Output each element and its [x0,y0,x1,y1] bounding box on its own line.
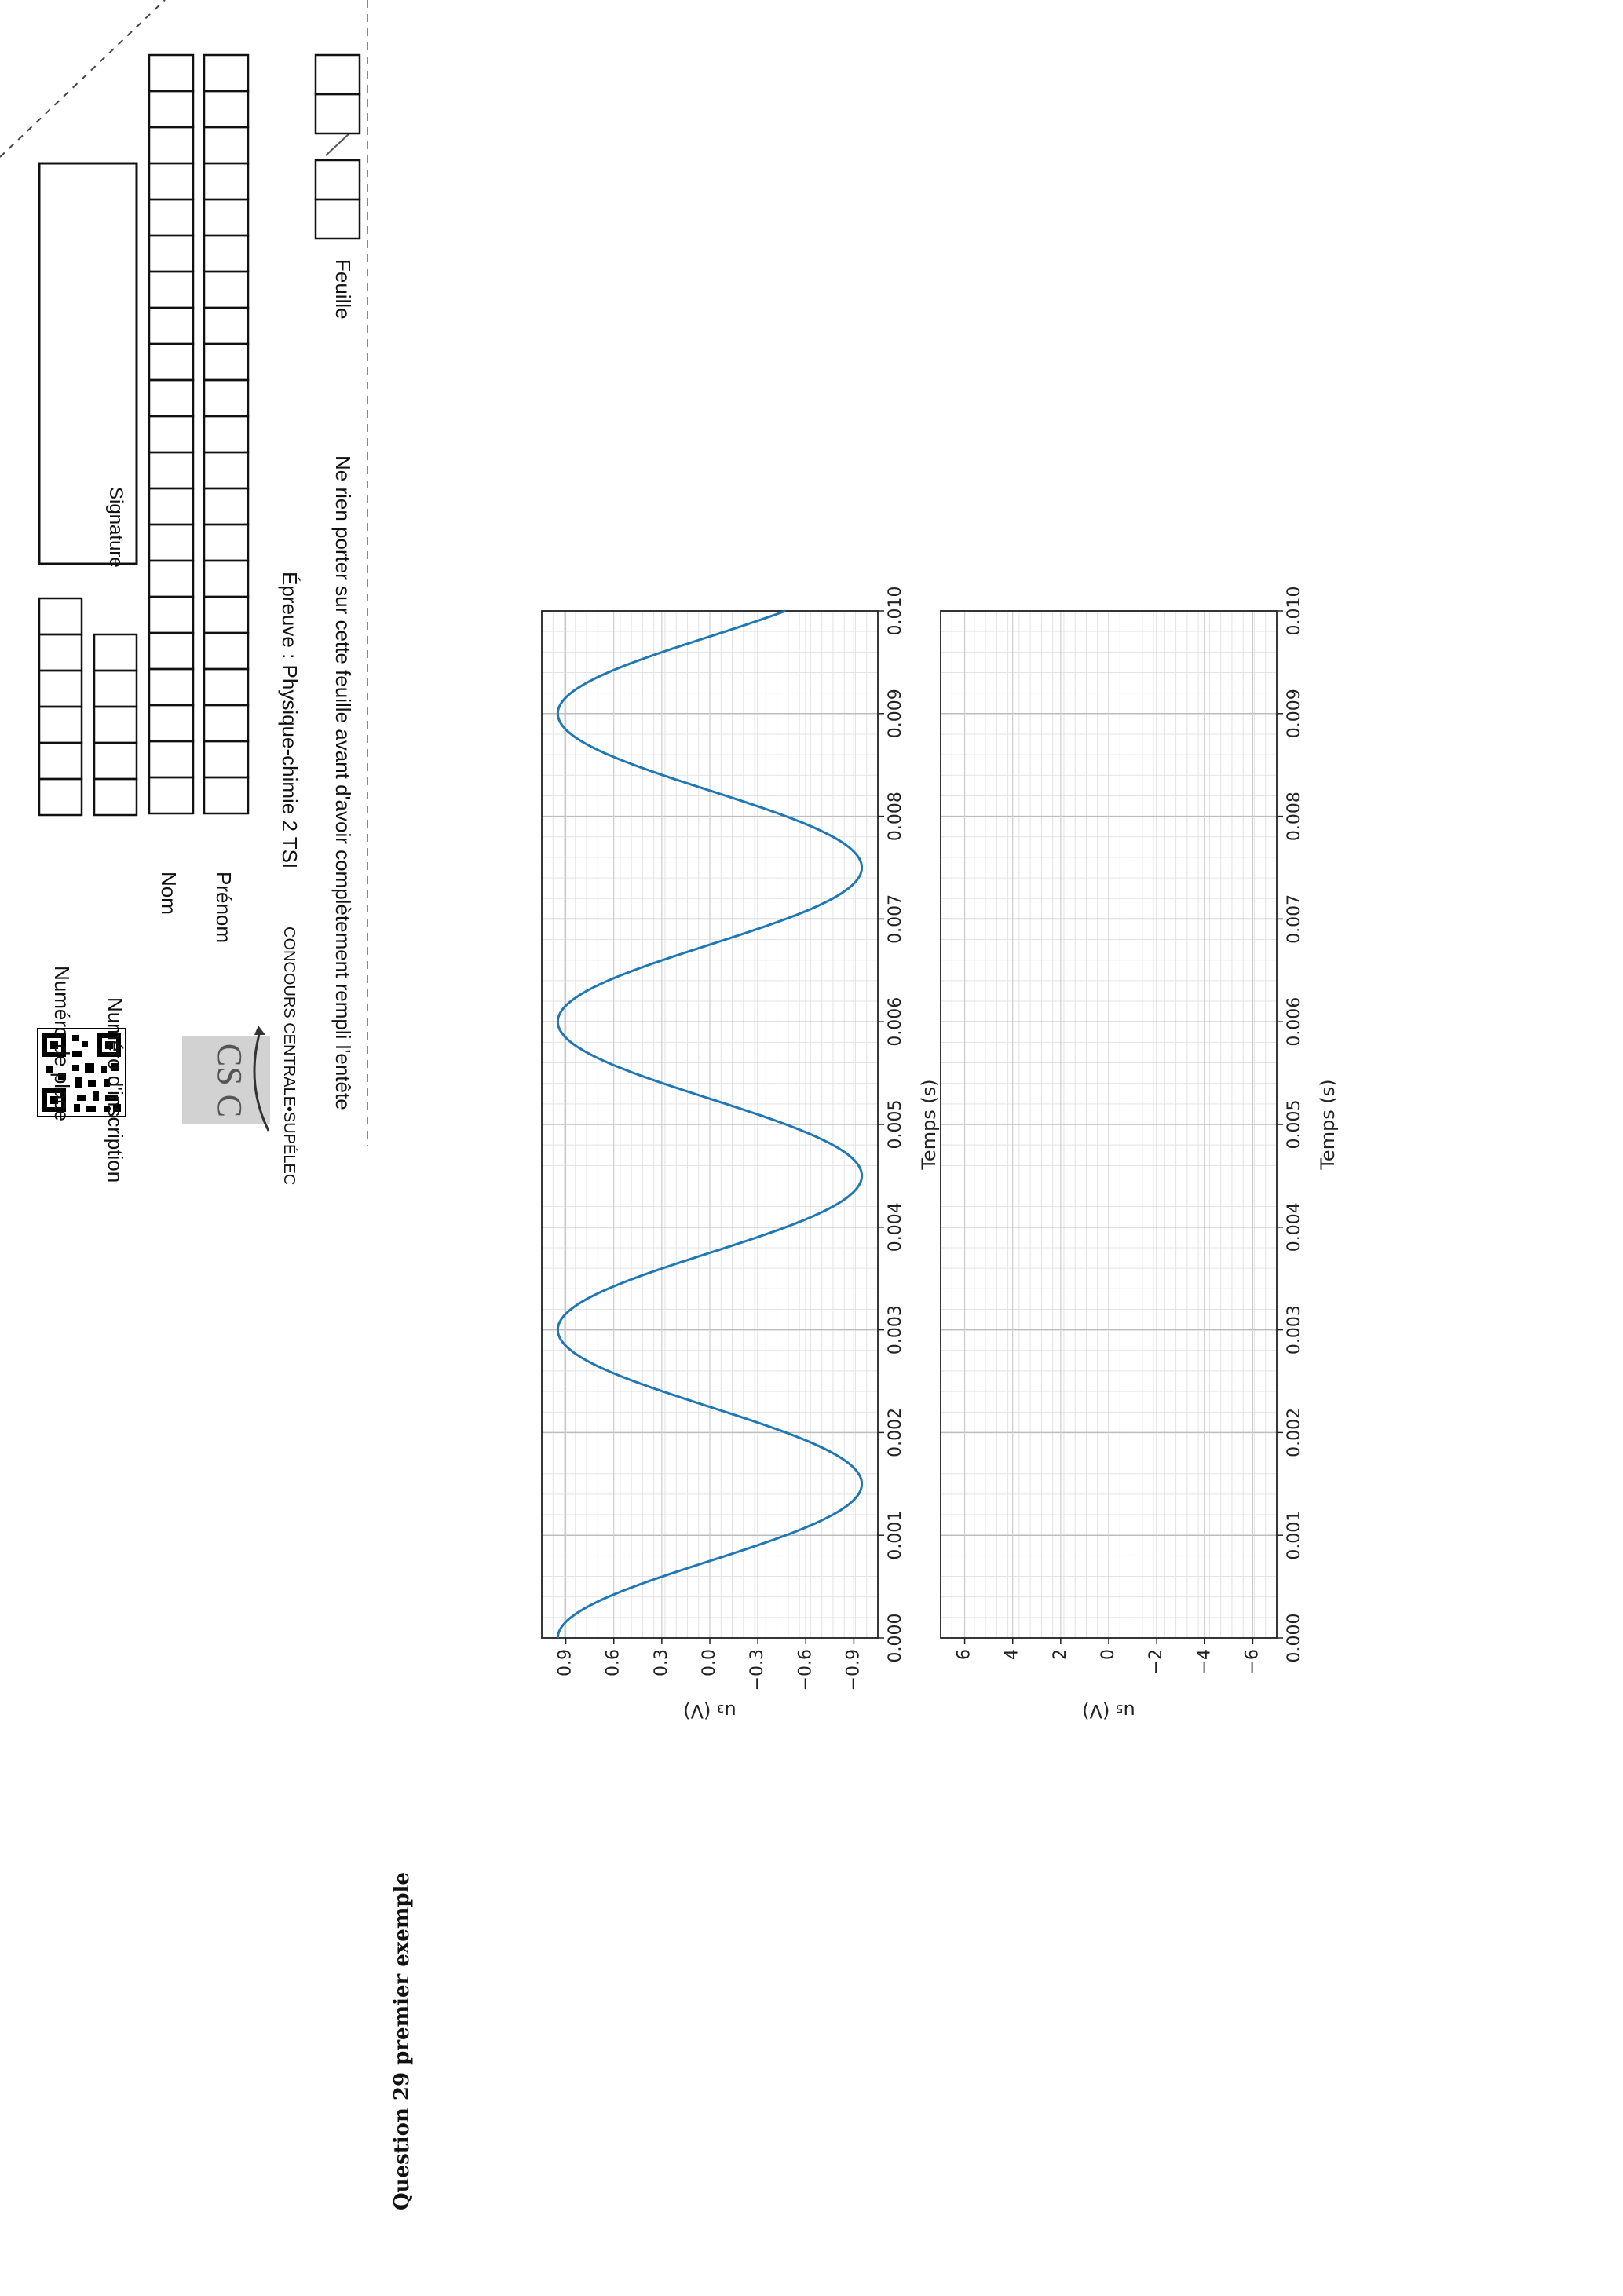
chart-u3 [542,587,940,1722]
letter-box[interactable] [204,561,248,597]
letter-box[interactable] [149,777,193,813]
x-tick-label: 0.010 [886,586,906,636]
letter-box[interactable] [204,633,248,669]
concours-logo [182,1026,270,1131]
y-tick-label: −0.6 [795,1649,816,1691]
letter-box[interactable] [204,597,248,633]
x-tick-label: 0.002 [1285,1407,1305,1457]
x-tick-label: 0.008 [886,792,906,842]
letter-box[interactable] [204,163,248,199]
x-tick-label: 0.007 [886,894,906,944]
letter-box[interactable] [204,344,248,380]
feuille-label: Feuille [331,259,355,320]
letter-box[interactable] [204,236,248,272]
x-tick-label: 0.000 [886,1613,906,1663]
numero-inscription-label: Numéro d'inscription [104,997,127,1183]
letter-box[interactable] [149,91,193,127]
nom-label: Nom [157,872,181,915]
epreuve-label: Épreuve : Physique-chimie 2 TSI [278,572,302,869]
x-tick-label: 0.003 [1285,1305,1305,1355]
y-tick-label: 0.3 [651,1649,671,1676]
letter-box[interactable] [204,380,248,416]
y-tick-label: 4 [1002,1649,1022,1660]
letter-box[interactable] [204,416,248,452]
letter-box[interactable] [149,597,193,633]
logo-letters: CS C [210,1043,249,1118]
x-tick-label: 0.008 [1285,792,1305,842]
letter-box[interactable] [204,741,248,777]
warning-text: Ne rien porter sur cette feuille avant d'avoir complètement rempli l'entête [331,455,355,1110]
letter-box[interactable] [149,561,193,597]
signature-box[interactable] [39,163,137,568]
letter-box[interactable] [149,308,193,344]
x-tick-label: 0.006 [886,996,906,1047]
x-tick-label: 0.010 [1285,586,1305,636]
letter-box[interactable] [204,91,248,127]
letter-box[interactable] [149,741,193,777]
x-axis-label: Temps (s) [1317,1079,1339,1170]
x-tick-label: 0.001 [886,1510,906,1560]
letter-box[interactable] [149,488,193,525]
feuille-boxes[interactable] [316,55,360,239]
x-axis-label: Temps (s) [918,1079,940,1170]
x-tick-label: 0.003 [886,1305,906,1355]
y-tick-label: 6 [954,1649,974,1660]
x-tick-label: 0.005 [886,1099,906,1150]
numero-place-label: Numéro de place [50,966,74,1121]
letter-box[interactable] [204,272,248,308]
letter-box[interactable] [204,488,248,525]
y-tick-label: −4 [1194,1649,1215,1675]
y-tick-label: −0.9 [843,1649,864,1691]
y-tick-label: −2 [1146,1649,1167,1675]
header-block [38,55,360,1185]
letter-box[interactable] [149,380,193,416]
letter-box[interactable] [149,669,193,705]
x-tick-label: 0.009 [886,689,906,739]
x-tick-label: 0.005 [1285,1099,1305,1150]
letter-box[interactable] [204,55,248,91]
prenom-boxes[interactable] [204,55,248,813]
letter-box[interactable] [149,55,193,91]
nom-boxes[interactable] [149,55,193,813]
letter-box[interactable] [149,705,193,741]
y-tick-label: 0.9 [555,1649,576,1676]
letter-box[interactable] [204,669,248,705]
y-axis-label: u₅ (V) [1082,1700,1135,1722]
prenom-label: Prénom [212,872,236,944]
letter-box[interactable] [149,452,193,488]
letter-box[interactable] [149,127,193,163]
letter-box[interactable] [204,705,248,741]
feuille-separator [326,133,349,155]
y-tick-label: 0.0 [700,1649,719,1676]
letter-box[interactable] [149,344,193,380]
y-tick-label: 0.6 [603,1649,623,1676]
y-tick-label: 2 [1050,1649,1070,1660]
letter-box[interactable] [149,416,193,452]
letter-box[interactable] [149,163,193,199]
letter-box[interactable] [149,272,193,308]
letter-box[interactable] [204,199,248,236]
x-tick-label: 0.004 [886,1202,906,1252]
letter-box[interactable] [149,633,193,669]
chart-u5 [941,587,1339,1722]
x-tick-label: 0.002 [886,1407,906,1457]
letter-box[interactable] [204,452,248,488]
letter-box[interactable] [149,236,193,272]
x-tick-label: 0.004 [1285,1202,1305,1252]
letter-box[interactable] [204,525,248,561]
x-tick-label: 0.007 [1285,894,1305,944]
letter-box[interactable] [204,127,248,163]
y-tick-label: 0 [1098,1649,1118,1660]
concours-label: CONCOURS CENTRALE•SUPÉLEC [280,927,298,1186]
y-axis-label: u₃ (V) [683,1700,737,1722]
numero-inscription-boxes[interactable] [94,634,137,815]
y-tick-label: −0.3 [748,1649,768,1691]
corner-fold-line [0,0,165,157]
y-tick-label: −6 [1242,1649,1263,1675]
question-label: Question 29 premier exemple [390,1872,414,2210]
x-tick-label: 0.009 [1285,689,1305,739]
logo-arrow-icon [254,1026,265,1035]
letter-box[interactable] [204,777,248,813]
signature-label: Signature [105,487,126,568]
letter-box[interactable] [149,525,193,561]
x-tick-label: 0.006 [1285,996,1305,1047]
x-tick-label: 0.001 [1285,1510,1305,1560]
letter-box[interactable] [204,308,248,344]
x-tick-label: 0.000 [1285,1613,1305,1663]
letter-box[interactable] [149,199,193,236]
numero-place-boxes[interactable] [39,598,82,815]
